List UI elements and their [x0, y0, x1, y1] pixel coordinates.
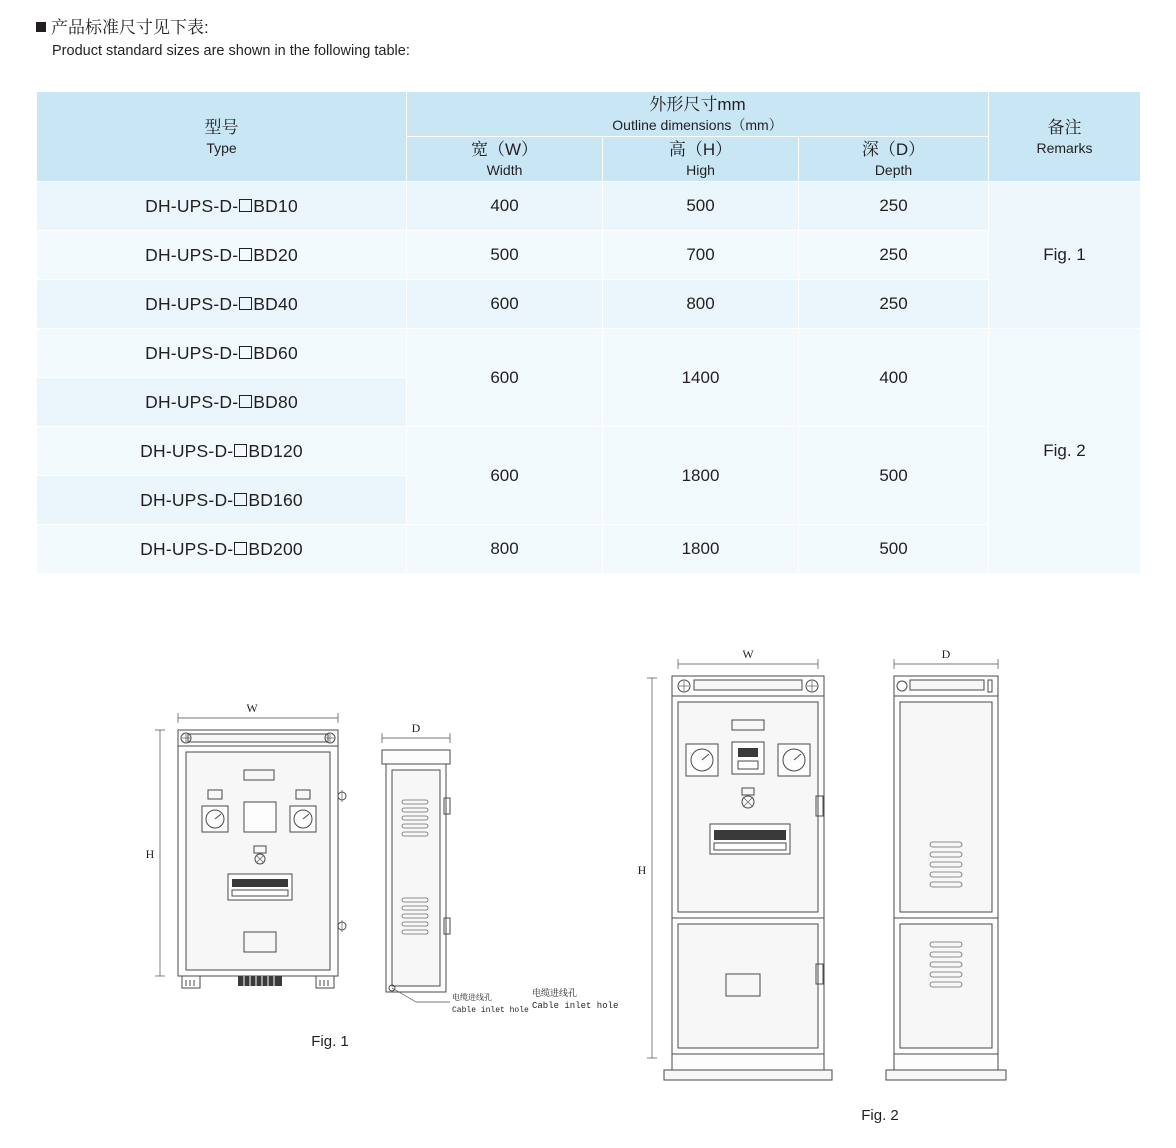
cell-width: 500 — [407, 231, 603, 280]
col-header-remarks-en: Remarks — [1036, 139, 1093, 156]
cell-type-suffix: BD60 — [253, 342, 298, 363]
col-header-depth-cn: 深（D） — [861, 140, 926, 159]
col-header-type — [37, 92, 407, 182]
heading-english: Product standard sizes are shown in the following table: — [52, 43, 410, 59]
fig1-note-en: Cable inlet hole — [452, 1006, 529, 1015]
cell-type — [37, 182, 407, 231]
cell-type-prefix: DH-UPS-D- — [145, 244, 239, 265]
cell-type — [37, 231, 407, 280]
col-header-remarks — [989, 92, 1141, 182]
cell-type — [37, 378, 407, 427]
cell-type-suffix: BD10 — [253, 195, 298, 216]
square-glyph-icon — [234, 444, 247, 457]
col-header-depth-en: Depth — [874, 162, 913, 178]
col-header-width — [407, 137, 603, 182]
fig2-label-w: W — [742, 647, 754, 661]
cell-type-suffix: BD120 — [248, 440, 303, 461]
fig1-side-view — [382, 721, 450, 1002]
col-header-type-en: Type — [206, 139, 237, 156]
col-header-high-cn: 高（H） — [668, 140, 733, 159]
col-header-high-en: High — [686, 162, 715, 178]
cell-type-suffix: BD40 — [253, 293, 298, 314]
cell-type-suffix: BD20 — [253, 244, 298, 265]
cell-type — [37, 329, 407, 378]
table-header-row-1 — [37, 92, 1141, 137]
cell-type-prefix: DH-UPS-D- — [145, 195, 239, 216]
heading-chinese-text: 产品标准尺寸见下表: — [51, 18, 209, 37]
fig1-label-d: D — [411, 721, 421, 735]
cell-type — [37, 427, 407, 476]
cell-type — [37, 280, 407, 329]
cell-width: 600 — [407, 427, 603, 525]
cell-high: 1800 — [603, 427, 799, 525]
col-header-outline — [407, 92, 989, 137]
product-size-table — [36, 91, 1141, 574]
col-header-width-en: Width — [486, 162, 523, 178]
cell-depth: 250 — [799, 182, 989, 231]
square-glyph-icon — [239, 199, 252, 212]
cell-type-prefix: DH-UPS-D- — [145, 342, 239, 363]
col-header-remarks-cn: 备注 — [1047, 117, 1082, 137]
cell-depth: 400 — [799, 329, 989, 427]
fig1-label-w: W — [246, 701, 258, 715]
square-glyph-icon — [239, 248, 252, 261]
cell-remarks-fig2: Fig. 2 — [989, 329, 1141, 574]
cell-type-suffix: BD200 — [248, 538, 303, 559]
fig1-front-view — [146, 701, 346, 988]
fig2-label-h: H — [637, 863, 647, 877]
cell-remarks-fig1: Fig. 1 — [989, 182, 1141, 329]
col-header-outline-cn: 外形尺寸mm — [649, 95, 746, 114]
figures-area — [0, 620, 1176, 1140]
table-row — [37, 182, 1141, 231]
square-glyph-icon — [234, 542, 247, 555]
fig2-label-d: D — [941, 647, 951, 661]
fig1-note-cn: 电缆进线孔 — [452, 994, 492, 1003]
bullet-icon — [36, 22, 46, 32]
square-glyph-icon — [239, 395, 252, 408]
cell-high: 800 — [603, 280, 799, 329]
cell-type-prefix: DH-UPS-D- — [145, 391, 239, 412]
col-header-type-cn: 型号 — [204, 117, 239, 137]
figure-1-caption: Fig. 1 — [311, 1033, 349, 1050]
square-glyph-icon — [239, 297, 252, 310]
cell-depth: 250 — [799, 280, 989, 329]
cell-width: 600 — [407, 329, 603, 427]
cell-high: 500 — [603, 182, 799, 231]
table-row — [37, 231, 1141, 280]
table-row — [37, 427, 1141, 476]
table-body — [37, 182, 1141, 574]
cell-high: 1800 — [603, 525, 799, 574]
heading-chinese — [36, 16, 410, 40]
fig1-label-h: H — [145, 847, 155, 861]
cell-type-prefix: DH-UPS-D- — [140, 440, 234, 461]
cell-depth: 250 — [799, 231, 989, 280]
table-head — [37, 92, 1141, 182]
col-header-width-cn: 宽（W） — [470, 140, 539, 159]
cell-type-suffix: BD80 — [253, 391, 298, 412]
fig1-cable-note-cn: 电缆进线孔 — [532, 989, 578, 999]
fig1-cable-note — [532, 988, 618, 1012]
cell-high: 1400 — [603, 329, 799, 427]
col-header-depth — [799, 137, 989, 182]
figure-2-drawing — [620, 634, 1080, 1104]
square-glyph-icon — [234, 493, 247, 506]
col-header-high — [603, 137, 799, 182]
col-header-outline-en: Outline dimensions（mm） — [612, 117, 783, 133]
figure-2-caption: Fig. 2 — [861, 1107, 899, 1124]
cell-width: 600 — [407, 280, 603, 329]
cell-type-prefix: DH-UPS-D- — [145, 293, 239, 314]
cell-high: 700 — [603, 231, 799, 280]
table-row — [37, 280, 1141, 329]
cell-type-suffix: BD160 — [248, 489, 303, 510]
cell-width: 400 — [407, 182, 603, 231]
cell-depth: 500 — [799, 525, 989, 574]
cell-type-prefix: DH-UPS-D- — [140, 489, 234, 510]
square-glyph-icon — [239, 346, 252, 359]
cell-type-prefix: DH-UPS-D- — [140, 538, 234, 559]
fig2-side-view — [886, 647, 1006, 1080]
fig2-front-view — [638, 647, 832, 1080]
cell-type — [37, 525, 407, 574]
table-row — [37, 329, 1141, 378]
section-heading — [36, 16, 410, 62]
figure-1-drawing — [120, 650, 540, 1070]
cell-type — [37, 476, 407, 525]
cell-width: 800 — [407, 525, 603, 574]
cell-depth: 500 — [799, 427, 989, 525]
table-row — [37, 525, 1141, 574]
fig1-cable-note-en: Cable inlet hole — [532, 1001, 619, 1011]
